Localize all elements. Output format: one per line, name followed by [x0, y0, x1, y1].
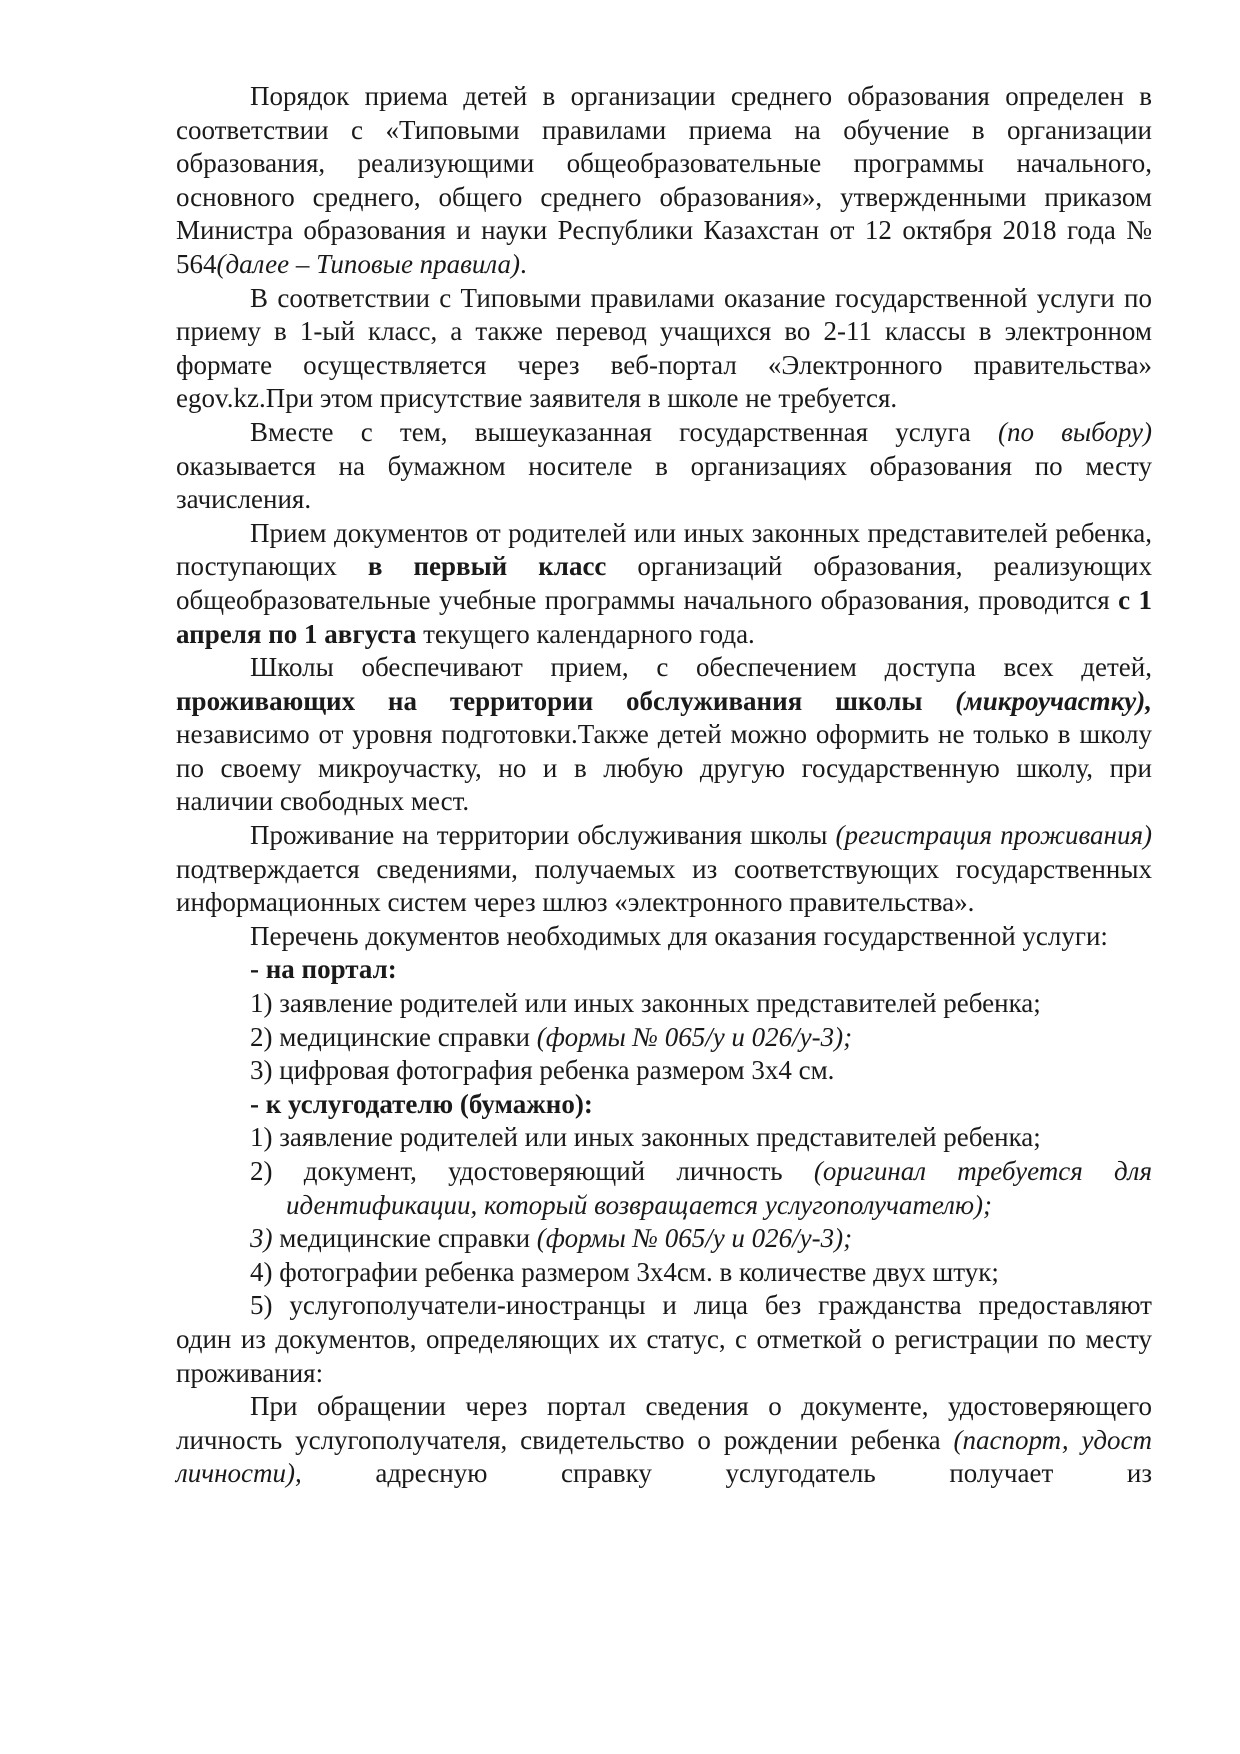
- list-item-text: 2) документ, удостоверяющий личность: [250, 1156, 814, 1186]
- paper-item-4: 4) фотографии ребенка размером 3х4см. в количестве двух штук;: [250, 1256, 999, 1287]
- paragraph-text: независимо от уровня подготовки.Также детей можно оформить не только в школу по своему микроучастку, но и в любую другую государственную школу, при наличии свободных мест.: [176, 719, 1152, 817]
- bold-italic-microdistrict: (микроучастку),: [955, 685, 1152, 716]
- bold-first-grade: в первый класс: [367, 551, 607, 582]
- list-item-number: 3): [250, 1223, 273, 1254]
- paragraph-document-acceptance: [176, 517, 1152, 651]
- paragraph-italic-note: (по выбору): [997, 416, 1153, 447]
- paragraph-document-list-intro: Перечень документов необходимых для оказания государственной услуги:: [250, 920, 1108, 951]
- paragraph-text: Прием документов от родителей или иных законных представителей ребенка, поступающих: [176, 517, 1152, 582]
- paragraph-italic-note: (паспорт, удост личности),: [176, 1424, 1152, 1489]
- paragraph-text: оказывается на бумажном носителе в организациях образования по месту зачисления.: [176, 450, 1152, 515]
- portal-item-3: 3) цифровая фотография ребенка размером 3х4 см.: [250, 1055, 835, 1086]
- paragraph-text: организаций образования, реализующих общеобразовательные учебные программы начального образования, проводится: [176, 551, 1152, 615]
- paper-heading: - к услугодателю (бумажно):: [250, 1088, 593, 1119]
- paper-item-2: [176, 1155, 1152, 1222]
- paragraph-admission-order: [176, 80, 1152, 282]
- paragraph-italic-note: (далее – Типовые правила): [216, 248, 520, 279]
- list-item-text: медицинские справки: [272, 1223, 537, 1254]
- list-item-italic: (оригинал требуется для идентификации, который возвращается услугополучателю);: [286, 1156, 1153, 1220]
- paragraph-text: Вместе с тем, вышеуказанная государственная услуга: [250, 416, 998, 447]
- list-item-italic: (формы № 065/у и 026/у-3);: [536, 1223, 853, 1254]
- paragraph-end: .: [520, 248, 527, 279]
- bold-service-territory: проживающих на территории обслуживания школы: [176, 685, 956, 716]
- paragraph-text: При обращении через портал сведения о документе, удостоверяющего личность услугополучателя, свидетельство о рождении ребенка: [176, 1391, 1152, 1455]
- paragraph-text: Проживание на территории обслуживания школы: [250, 820, 836, 851]
- paragraph-text: подтверждается сведениями, получаемых из соответствующих государственных информационных систем через шлюз «электронного правительства».: [176, 853, 1152, 918]
- paragraph-portal-request: [176, 1390, 1152, 1491]
- paragraph-electronic-service: В соответствии с Типовыми правилами оказание государственной услуги по приему в 1-ый класс, а также перевод учащихся во 2-11 классы в электронном формате осуществляется через веб-портал «Электронного правительства» egov.kz.При этом присутствие заявителя в школе не требуется.: [176, 282, 1152, 414]
- paragraph-text: адресную справку услугодатель получает из: [301, 1458, 1152, 1489]
- paper-item-3: [176, 1222, 1152, 1256]
- paper-item-5: 5) услугополучатели-иностранцы и лица без гражданства предоставляют один из документов, определяющих их статус, с отметкой о регистрации по месту проживания:: [176, 1290, 1152, 1388]
- paragraph-school-admission: [176, 651, 1152, 819]
- list-item-italic: (формы № 065/у и 026/у-3);: [536, 1021, 853, 1052]
- paper-item-1: 1) заявление родителей или иных законных представителей ребенка;: [250, 1122, 1041, 1153]
- bold-date-range: с 1 апреля по 1 августа: [176, 584, 1152, 649]
- portal-item-2: [176, 1021, 1152, 1055]
- paragraph-residence: [176, 819, 1152, 920]
- list-item-text: 2) медицинские справки: [250, 1021, 537, 1052]
- portal-item-1: 1) заявление родителей или иных законных представителей ребенка;: [250, 988, 1041, 1019]
- document-page: [176, 80, 1152, 1491]
- paragraph-text: Школы обеспечивают прием, с обеспечением доступа всех детей,: [250, 652, 1152, 683]
- paragraph-text: Порядок приема детей в организации среднего образования определен в соответствии с «Типовыми правилами приема на обучение в организации образования, реализующими общеобразовательные программы начального, основного среднего, общего среднего образования», утвержденными приказом Министра образования и науки Республики Казахстан от 12 октября 2018 года № 564: [176, 81, 1152, 279]
- paragraph-text: текущего календарного года.: [416, 618, 755, 649]
- paragraph-italic-note: (регистрация проживания): [835, 820, 1152, 851]
- paragraph-paper-service: [176, 416, 1152, 517]
- portal-heading: - на портал:: [250, 954, 397, 985]
